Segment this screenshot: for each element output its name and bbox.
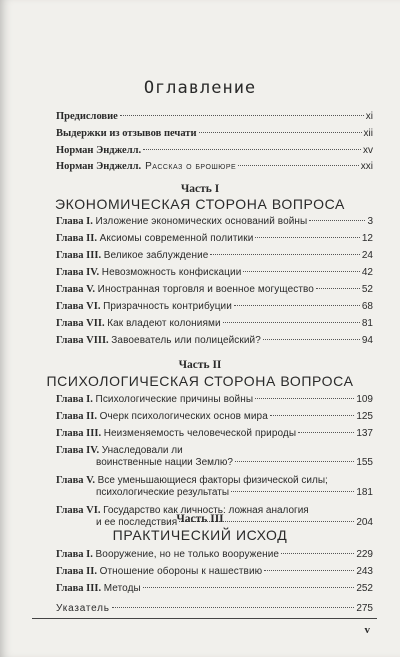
chapter-title: Аксиомы современной политики — [99, 233, 254, 244]
leader-dots — [234, 305, 360, 306]
chapter-number: Глава IV. — [56, 445, 100, 456]
chapter-number: Глава VIII. — [56, 335, 109, 346]
chapter-title-continued: воинственные нации Землю? — [96, 457, 233, 468]
toc-entry — [56, 250, 373, 262]
entry-label: Предисловие — [56, 111, 118, 122]
toc-entry — [56, 428, 373, 440]
chapter-title: Психологические причины войны — [95, 394, 254, 405]
toc-entry — [56, 335, 373, 347]
footer-rule — [32, 618, 377, 619]
page-number: 229 — [356, 549, 373, 560]
page-number: 252 — [356, 583, 373, 594]
page-number: 137 — [356, 428, 373, 439]
part-title: ПСИХОЛОГИЧЕСКАЯ СТОРОНА ВОПРОСА — [46, 373, 354, 389]
leader-dots — [120, 115, 364, 116]
toc-entry — [56, 216, 373, 228]
chapter-number: Глава V. — [56, 475, 96, 486]
leader-dots — [255, 237, 359, 238]
page-number: 94 — [361, 335, 373, 346]
chapter-title: Очерк психологических основ мира — [99, 411, 268, 422]
toc-entry — [56, 475, 373, 499]
toc-entry — [56, 267, 373, 279]
index-label: Указатель — [56, 603, 110, 614]
toc-entry — [56, 128, 373, 140]
chapter-title: Все уменьшающиеся факторы физической силы; — [97, 475, 328, 486]
entry-label: Норман Энджелл. — [56, 161, 142, 172]
entry-label: Выдержки из отзывов печати — [56, 128, 197, 139]
page-number: 109 — [356, 394, 373, 405]
leader-dots — [263, 339, 360, 340]
page-folio: v — [364, 624, 370, 636]
part-number: Часть II — [178, 359, 222, 371]
part-title: ПРАКТИЧЕСКИЙ ИСХОД — [112, 527, 288, 543]
chapter-number: Глава III. — [56, 583, 102, 594]
toc-entry — [56, 301, 373, 313]
toc-entry — [56, 145, 373, 157]
chapter-title: Изложение экономических оснований войны — [95, 216, 308, 227]
page-number: 3 — [367, 216, 373, 227]
chapter-title: Как владеют колониями — [107, 318, 221, 329]
toc-entry — [56, 233, 373, 245]
toc-entry — [56, 549, 373, 561]
leader-dots — [255, 398, 354, 399]
page-number: xii — [363, 128, 373, 139]
entry-subtitle: Рассказ о брошюре — [145, 161, 237, 172]
part-number: Часть III — [176, 513, 224, 525]
chapter-number: Глава I. — [56, 394, 93, 405]
page-number: xv — [363, 145, 373, 156]
chapter-title: Методы — [103, 583, 141, 594]
leader-dots — [143, 149, 361, 150]
leader-dots — [143, 587, 355, 588]
chapter-title-continued: психологические результаты — [96, 487, 230, 498]
page-number: 12 — [361, 233, 373, 244]
page-number: 68 — [361, 301, 373, 312]
leader-dots — [223, 322, 360, 323]
leader-dots — [112, 607, 354, 608]
chapter-title: Унаследовали ли — [101, 445, 183, 456]
page-number: 42 — [361, 267, 373, 278]
leader-dots — [264, 570, 354, 571]
chapter-title: Невозможность конфискации — [101, 267, 242, 278]
chapter-number: Глава II. — [56, 566, 97, 577]
page-number: 125 — [356, 411, 373, 422]
chapter-number: Глава II. — [56, 411, 97, 422]
page-number: 155 — [356, 457, 373, 468]
leader-dots — [238, 165, 359, 166]
leader-dots — [235, 461, 354, 462]
leader-dots — [231, 491, 354, 492]
page-number: 81 — [361, 318, 373, 329]
toc-entry — [56, 161, 373, 173]
toc-entry — [56, 318, 373, 330]
toc-entry — [56, 583, 373, 595]
toc-entry — [56, 284, 373, 296]
page-number: 52 — [361, 284, 373, 295]
toc-entry — [56, 566, 373, 578]
page-title: Оглавление — [143, 78, 257, 98]
leader-dots — [243, 271, 360, 272]
entry-label: Норман Энджелл. — [56, 145, 142, 156]
toc-entry — [56, 445, 373, 469]
leader-dots — [199, 132, 362, 133]
chapter-number: Глава VI. — [56, 505, 101, 516]
index-entry — [56, 603, 373, 615]
leader-dots — [316, 288, 360, 289]
chapter-number: Глава III. — [56, 250, 102, 261]
page-number: xi — [365, 111, 373, 122]
chapter-title: Призрачность контрибуции — [103, 301, 232, 312]
page-number: 275 — [356, 603, 373, 614]
leader-dots — [309, 220, 365, 221]
leader-dots — [270, 415, 354, 416]
toc-entry — [56, 394, 373, 406]
chapter-title-continued: и ее последствия — [96, 517, 178, 528]
toc-entry — [56, 111, 373, 123]
chapter-title: Иностранная торговля и военное могущество — [97, 284, 314, 295]
chapter-number: Глава III. — [56, 428, 102, 439]
chapter-number: Глава VI. — [56, 301, 101, 312]
chapter-title: Государство как личность: ложная аналогия — [103, 505, 309, 516]
chapter-number: Глава I. — [56, 216, 93, 227]
part-title: ЭКОНОМИЧЕСКАЯ СТОРОНА ВОПРОСА — [55, 196, 345, 212]
part-number: Часть I — [180, 183, 220, 195]
chapter-number: Глава I. — [56, 549, 93, 560]
chapter-title: Завоеватель или полицейский? — [111, 335, 261, 346]
toc-entry — [56, 411, 373, 423]
chapter-number: Глава V. — [56, 284, 96, 295]
page-number: 243 — [356, 566, 373, 577]
chapter-number: Глава II. — [56, 233, 97, 244]
chapter-title: Отношение обороны к нашествию — [99, 566, 263, 577]
page-number: 24 — [361, 250, 373, 261]
chapter-number: Глава VII. — [56, 318, 105, 329]
chapter-title: Великое заблуждение — [103, 250, 209, 261]
page-number: 204 — [356, 517, 373, 528]
chapter-title: Неизменяемость человеческой природы — [103, 428, 297, 439]
leader-dots — [210, 254, 359, 255]
chapter-number: Глава IV. — [56, 267, 100, 278]
leader-dots — [298, 432, 354, 433]
chapter-title: Вооружение, но не только вооружение — [95, 549, 280, 560]
leader-dots — [281, 553, 354, 554]
page-number: xxi — [360, 161, 373, 172]
page-number: 181 — [356, 487, 373, 498]
